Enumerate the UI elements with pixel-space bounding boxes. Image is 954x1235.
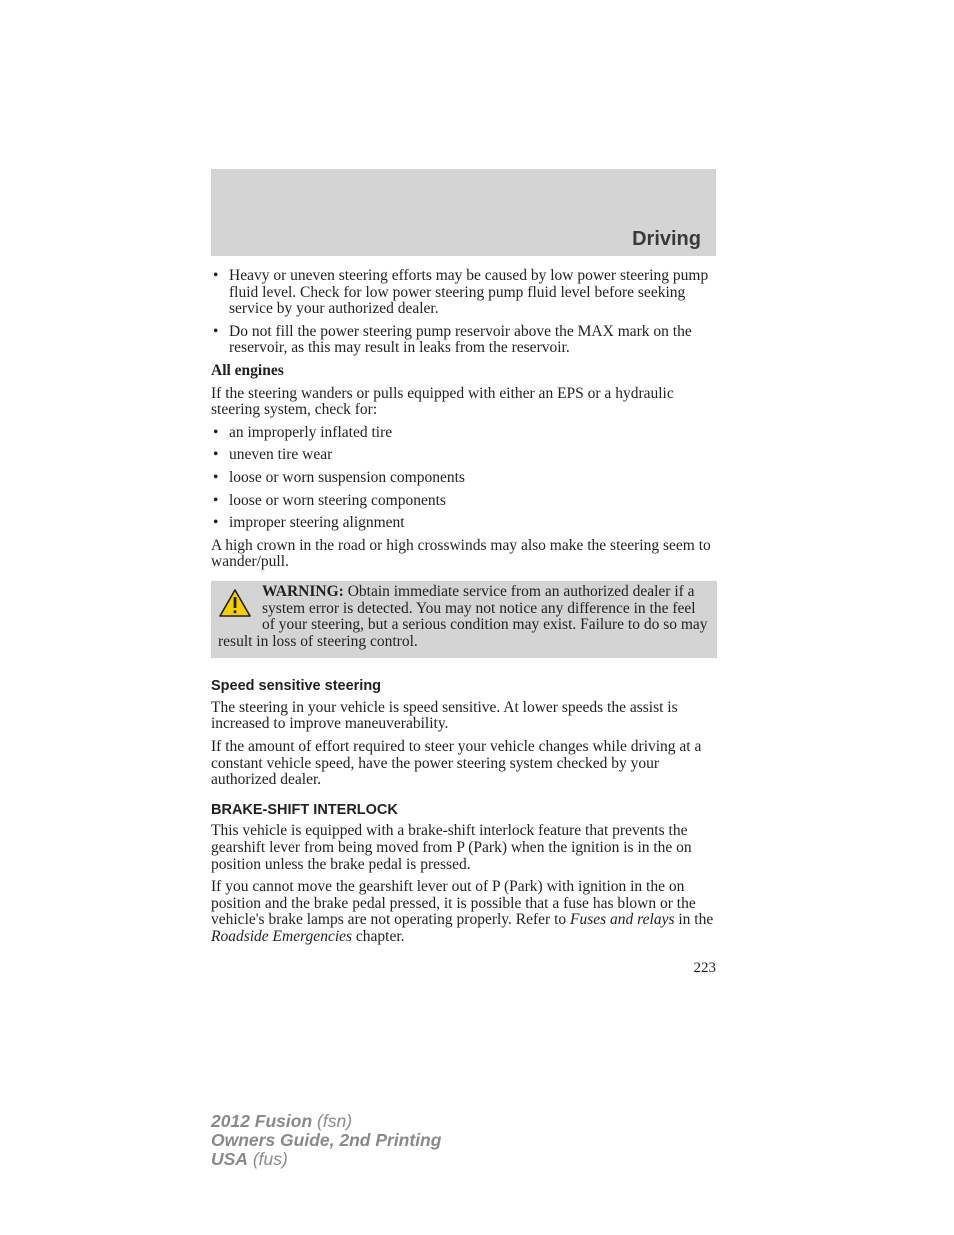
footer-model-line: 2012 Fusion (fsn) — [211, 1111, 353, 1131]
steering-check-list — [211, 425, 717, 532]
warning-label: WARNING: — [262, 582, 344, 600]
section-title: Driving — [632, 228, 701, 250]
footer-imprint — [211, 1112, 441, 1169]
bullet-icon: • — [213, 514, 219, 532]
footer-guide-line: Owners Guide, 2nd Printing — [211, 1130, 442, 1150]
warning-triangle-icon — [218, 588, 252, 618]
roadside-emergencies-reference: Roadside Emergencies — [211, 928, 353, 945]
list-item: • an improperly inflated tire — [213, 423, 393, 441]
page-number: 223 — [693, 960, 716, 976]
speed-sensitive-paragraph-2: If the amount of effort required to steer your vehicle changes while driving at a constant vehicle speed, have the power steering system checked by your authorized dealer. — [211, 738, 702, 789]
speed-sensitive-paragraph-1: The steering in your vehicle is speed sensitive. At lower speeds the assist is increased to improve maneuverability. — [211, 698, 678, 733]
list-item: • improper steering alignment — [213, 514, 405, 532]
list-item: • loose or worn steering components — [213, 491, 446, 509]
warning-box — [211, 581, 717, 658]
bullet-icon: • — [213, 423, 219, 441]
brake-shift-paragraph-2: If you cannot move the gearshift lever out of P (Park) with ignition in the on position and the brake pedal pressed, it is possible that a fuse has blown or the vehicle's brake lamps are not operating properly. Refer to Fuses and relays in the Roadside Emergencies chapter. — [211, 878, 714, 945]
bullet-icon: • — [213, 322, 219, 340]
warning-text: Obtain immediate service from an authorized dealer if a system error is detected. You may not notice any difference in the feel of your steering, but a serious condition may exist. Failure to do so may result in loss of steering control. — [218, 582, 708, 650]
list-item: • loose or worn suspension components — [213, 468, 465, 486]
page-content — [211, 268, 717, 952]
footer-region-line: USA (fus) — [211, 1149, 288, 1169]
list-item: • Do not fill the power steering pump reservoir above the MAX mark on the reservoir, as this may result in leaks from the reservoir. — [213, 322, 692, 357]
intro-bullet-list — [211, 268, 717, 357]
list-item: • uneven tire wear — [213, 446, 333, 464]
brake-shift-heading: BRAKE-SHIFT INTERLOCK — [211, 801, 398, 818]
crosswind-note: A high crown in the road or high crosswinds may also make the steering seem to wander/pull. — [211, 536, 711, 571]
all-engines-intro: If the steering wanders or pulls equipped with either an EPS or a hydraulic steering system, check for: — [211, 384, 674, 419]
bullet-icon: • — [213, 267, 219, 284]
speed-sensitive-heading: Speed sensitive steering — [211, 678, 382, 695]
list-item: • Heavy or uneven steering efforts may be caused by low power steering pump fluid level. Check for low power steering pump fluid level before seeking service by your authorized dealer. — [213, 267, 709, 318]
section-header-band — [211, 169, 716, 256]
bullet-icon: • — [213, 468, 219, 486]
brake-shift-paragraph-1: This vehicle is equipped with a brake-shift interlock feature that prevents the gearshift lever from being moved from P (Park) when the ignition is in the on position unless the brake pedal is pressed. — [211, 822, 692, 873]
all-engines-heading: All engines — [211, 361, 284, 379]
bullet-icon: • — [213, 491, 219, 509]
fuses-relays-reference: Fuses and relays — [570, 911, 675, 929]
bullet-icon: • — [213, 446, 219, 464]
